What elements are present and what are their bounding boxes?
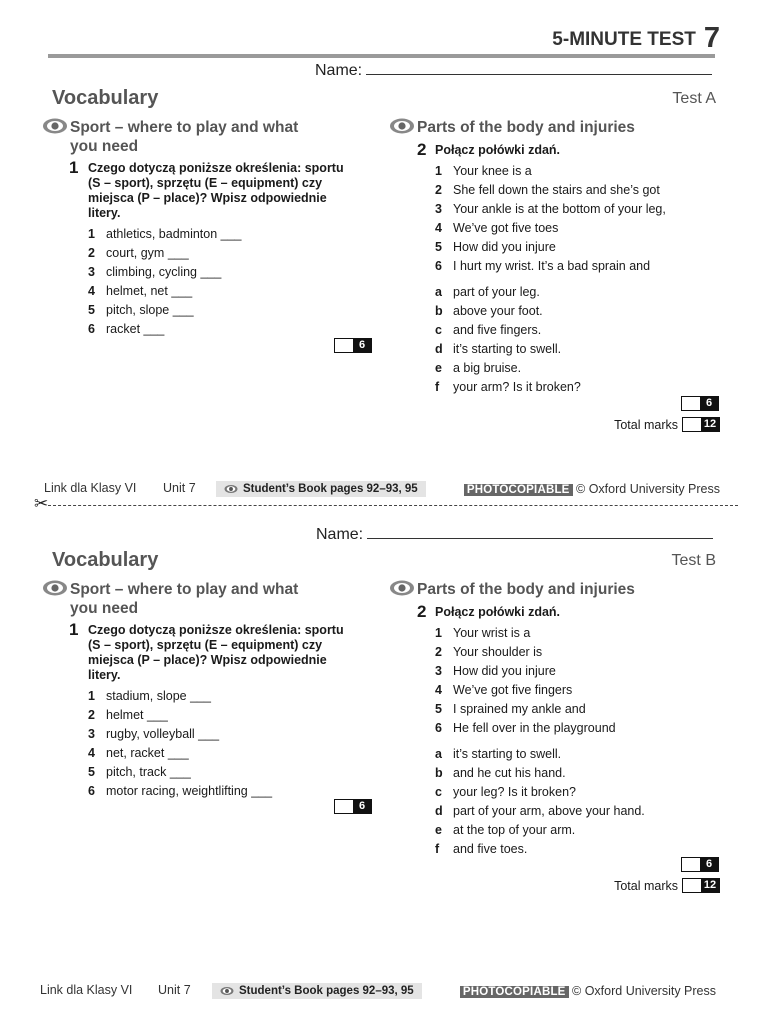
name-label: Name: bbox=[315, 62, 363, 79]
list-item[interactable]: 6 motor racing, weightlifting ___ bbox=[88, 784, 273, 798]
total-score-box[interactable] bbox=[682, 417, 720, 432]
list-item[interactable]: 4 net, racket ___ bbox=[88, 746, 189, 760]
test-label: Test B bbox=[671, 552, 716, 569]
sport-section-title bbox=[70, 580, 298, 618]
instruction-line: Czego dotyczą poniższe określenia: sportu bbox=[88, 161, 344, 175]
list-item[interactable]: 1 Your wrist is a bbox=[435, 626, 531, 640]
list-item[interactable]: f and five toes. bbox=[435, 842, 528, 856]
test-label: Test A bbox=[672, 90, 716, 107]
footer-unit: Unit 7 bbox=[163, 481, 196, 495]
question-number: 1 bbox=[69, 620, 79, 639]
list-item[interactable]: 1 Your knee is a bbox=[435, 164, 532, 178]
section-title-line1: Sport – where to play and what bbox=[70, 581, 299, 598]
total-label: Total marks bbox=[614, 417, 678, 432]
score-blank[interactable] bbox=[683, 879, 701, 892]
cut-line bbox=[48, 505, 738, 506]
list-item[interactable]: b above your foot. bbox=[435, 304, 543, 318]
section-title-line2: you need bbox=[70, 138, 139, 155]
list-item[interactable]: 2 court, gym ___ bbox=[88, 246, 189, 260]
page-header-title bbox=[552, 22, 720, 55]
sentence-stems-list bbox=[435, 162, 725, 276]
name-line[interactable] bbox=[367, 524, 713, 539]
list-item[interactable]: c your leg? Is it broken? bbox=[435, 785, 576, 799]
header-test-number: 7 bbox=[703, 22, 720, 54]
question-number: 1 bbox=[69, 158, 79, 177]
footer-copyright bbox=[460, 984, 716, 998]
sport-section-title bbox=[70, 118, 298, 156]
eye-icon bbox=[224, 484, 238, 494]
footer-unit: Unit 7 bbox=[158, 983, 191, 997]
score-box[interactable] bbox=[334, 338, 372, 353]
footer-series: Link dla Klasy VI bbox=[44, 481, 137, 495]
footer-copyright bbox=[464, 482, 720, 496]
score-box[interactable] bbox=[681, 396, 719, 411]
score-blank[interactable] bbox=[683, 418, 701, 431]
header-title-text: 5-MINUTE TEST bbox=[552, 29, 696, 50]
sport-items-list bbox=[88, 687, 328, 801]
total-score-box[interactable] bbox=[682, 878, 720, 893]
footer-series: Link dla Klasy VI bbox=[40, 983, 133, 997]
eye-icon bbox=[389, 579, 415, 597]
students-book-badge bbox=[212, 983, 422, 999]
body-section-title bbox=[417, 580, 635, 599]
list-item[interactable]: 6 He fell over in the playground bbox=[435, 721, 616, 735]
score-max: 12 bbox=[701, 879, 719, 892]
question-instruction bbox=[88, 623, 344, 683]
students-book-pages: Student’s Book pages 92–93, 95 bbox=[243, 483, 418, 495]
eye-icon bbox=[42, 579, 68, 597]
photocopiable-badge: PHOTOCOPIABLE bbox=[460, 986, 569, 998]
list-item[interactable]: 3 rugby, volleyball ___ bbox=[88, 727, 220, 741]
score-blank[interactable] bbox=[335, 339, 353, 352]
section-title-line1: Sport – where to play and what bbox=[70, 119, 299, 136]
eye-icon bbox=[389, 117, 415, 135]
list-item[interactable]: e a big bruise. bbox=[435, 361, 522, 375]
score-blank[interactable] bbox=[682, 397, 700, 410]
name-line[interactable] bbox=[366, 60, 712, 75]
score-max: 6 bbox=[700, 858, 718, 871]
question-instruction bbox=[88, 161, 344, 221]
list-item[interactable]: a it’s starting to swell. bbox=[435, 747, 562, 761]
section-heading: Vocabulary bbox=[52, 549, 159, 571]
list-item[interactable]: f your arm? Is it broken? bbox=[435, 380, 581, 394]
students-book-badge bbox=[216, 481, 426, 497]
section-title-line1: Parts of the body and injuries bbox=[417, 581, 635, 598]
section-title-line1: Parts of the body and injuries bbox=[417, 119, 635, 136]
list-item[interactable]: 6 racket ___ bbox=[88, 322, 165, 336]
publisher: © Oxford University Press bbox=[572, 984, 716, 998]
instruction-line: miejsca (P – place)? Wpisz odpowiednie bbox=[88, 191, 327, 205]
list-item[interactable]: 4 helmet, net ___ bbox=[88, 284, 193, 298]
list-item[interactable]: 5 I sprained my ankle and bbox=[435, 702, 586, 716]
sentence-endings-list bbox=[435, 283, 725, 397]
eye-icon bbox=[220, 986, 234, 996]
list-item[interactable]: d part of your arm, above your hand. bbox=[435, 804, 645, 818]
question-instruction: Połącz połówki zdań. bbox=[435, 143, 561, 157]
instruction-line: Czego dotyczą poniższe określenia: sportu bbox=[88, 623, 344, 637]
instruction-line: litery. bbox=[88, 206, 121, 220]
name-label: Name: bbox=[316, 526, 364, 543]
list-item[interactable]: 3 How did you injure bbox=[435, 664, 556, 678]
score-box[interactable] bbox=[681, 857, 719, 872]
list-item[interactable]: 6 I hurt my wrist. It’s a bad sprain and bbox=[435, 259, 651, 273]
list-item[interactable]: 4 We’ve got five fingers bbox=[435, 683, 573, 697]
students-book-pages: Student’s Book pages 92–93, 95 bbox=[239, 985, 414, 997]
instruction-line: (S – sport), sprzętu (E – equipment) czy bbox=[88, 176, 323, 190]
sport-items-list bbox=[88, 225, 308, 339]
section-title-line2: you need bbox=[70, 600, 139, 617]
list-item[interactable]: 4 We’ve got five toes bbox=[435, 221, 559, 235]
body-section-title bbox=[417, 118, 635, 137]
list-item[interactable]: 2 helmet ___ bbox=[88, 708, 168, 722]
question-instruction: Połącz połówki zdań. bbox=[435, 605, 561, 619]
total-marks bbox=[614, 878, 720, 893]
sentence-stems-list bbox=[435, 624, 725, 738]
scissors-icon: ✂ bbox=[34, 494, 49, 513]
name-field-a[interactable] bbox=[315, 60, 712, 80]
list-item[interactable]: c and five fingers. bbox=[435, 323, 542, 337]
score-max: 12 bbox=[701, 418, 719, 431]
section-heading: Vocabulary bbox=[52, 87, 159, 109]
list-item[interactable]: 1 athletics, badminton ___ bbox=[88, 227, 242, 241]
total-label: Total marks bbox=[614, 878, 678, 893]
list-item[interactable]: 1 stadium, slope ___ bbox=[88, 689, 211, 703]
score-blank[interactable] bbox=[335, 800, 353, 813]
instruction-line: (S – sport), sprzętu (E – equipment) czy bbox=[88, 638, 323, 652]
total-marks bbox=[614, 417, 720, 432]
score-blank[interactable] bbox=[682, 858, 700, 871]
name-field-b[interactable] bbox=[316, 524, 713, 544]
list-item[interactable]: e at the top of your arm. bbox=[435, 823, 576, 837]
list-item[interactable]: 2 Your shoulder is bbox=[435, 645, 543, 659]
instruction-line: litery. bbox=[88, 668, 121, 682]
score-max: 6 bbox=[353, 800, 371, 813]
list-item[interactable]: 5 pitch, slope ___ bbox=[88, 303, 194, 317]
list-item[interactable]: a part of your leg. bbox=[435, 285, 540, 299]
list-item[interactable]: d it’s starting to swell. bbox=[435, 342, 562, 356]
header-rule bbox=[48, 54, 715, 58]
list-item[interactable]: 3 climbing, cycling ___ bbox=[88, 265, 222, 279]
eye-icon bbox=[42, 117, 68, 135]
score-box[interactable] bbox=[334, 799, 372, 814]
list-item[interactable]: b and he cut his hand. bbox=[435, 766, 566, 780]
list-item[interactable]: 5 How did you injure bbox=[435, 240, 556, 254]
list-item[interactable]: 3 Your ankle is at the bottom of your leg, bbox=[435, 202, 666, 216]
publisher: © Oxford University Press bbox=[576, 482, 720, 496]
list-item[interactable]: 2 She fell down the stairs and she’s got bbox=[435, 183, 660, 197]
instruction-line: miejsca (P – place)? Wpisz odpowiednie bbox=[88, 653, 327, 667]
question-number: 2 bbox=[417, 602, 427, 621]
list-item[interactable]: 5 pitch, track ___ bbox=[88, 765, 191, 779]
sentence-endings-list bbox=[435, 745, 725, 859]
score-max: 6 bbox=[700, 397, 718, 410]
score-max: 6 bbox=[353, 339, 371, 352]
question-number: 2 bbox=[417, 140, 427, 159]
photocopiable-badge: PHOTOCOPIABLE bbox=[464, 484, 573, 496]
